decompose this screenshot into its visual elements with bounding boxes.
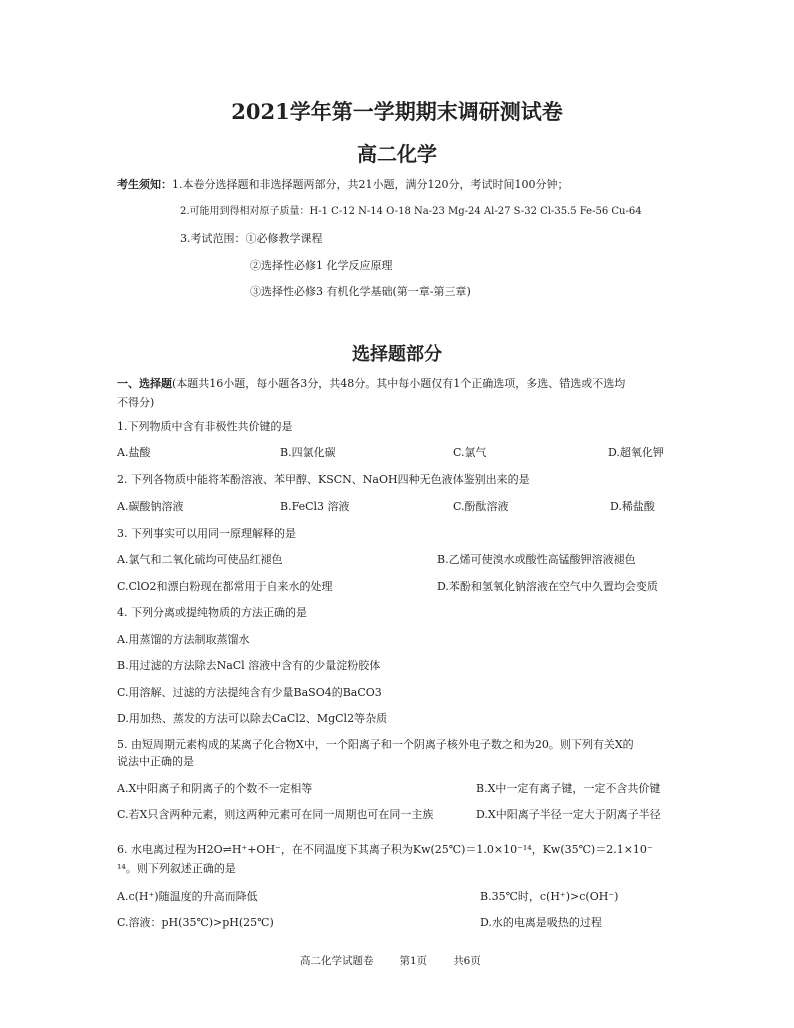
- q6-option-a: A.c(H⁺)随温度的升高而降低: [117, 890, 258, 903]
- part-desc: (本题共16小题，每小题各3分，共48分。其中每小题仅有1个正确选项，多选、错选或不选均: [172, 377, 626, 390]
- q2-option-b: B.FeCl3 溶液: [280, 500, 350, 513]
- q5-option-d: D.X中阳离子半径一定大于阴离子半径: [476, 808, 661, 821]
- q2-stem: 2. 下列各物质中能将苯酚溶液、苯甲醇、KSCN、NaOH四种无色液体鉴别出来的是: [117, 473, 530, 486]
- section-title: 选择题部分: [352, 344, 442, 365]
- q5-option-c: C.若X只含两种元素，则这两种元素可在同一周期也可在同一主族: [117, 808, 434, 821]
- part-label: 一、选择题: [117, 377, 172, 390]
- notice-item-2: 2.可能用到得相对原子质量：H-1 C-12 N-14 O-18 Na-23 Mg-24 Al-27 S-32 Cl-35.5 Fe-56 Cu-64: [180, 206, 642, 217]
- q5-option-a: A.X中阳离子和阴离子的个数不一定相等: [117, 782, 313, 795]
- notice-label: 考生须知：: [117, 178, 172, 191]
- q1-option-d: D.超氧化钾: [608, 446, 664, 459]
- q5-option-b: B.X中一定有离子键，一定不含共价键: [476, 782, 661, 795]
- exam-title: 2021学年第一学期期末调研测试卷: [231, 99, 563, 124]
- q2-option-c: C.酚酞溶液: [453, 500, 509, 513]
- notice-item-3: 3.考试范围：①必修教学课程: [180, 232, 323, 245]
- q3-stem: 3. 下列事实可以用同一原理解释的是: [117, 527, 296, 540]
- q5-stem: 5. 由短周期元素构成的某离子化合物X中，一个阳离子和一个阴离子核外电子数之和为20。则下列有关X的: [117, 738, 634, 751]
- notice-item-1: 1.本卷分选择题和非选择题两部分，共21小题，满分120分，考试时间100分钟；: [172, 178, 569, 191]
- footer-exam-name: 高二化学试题卷: [300, 955, 374, 967]
- q1-option-a: A.盐酸: [117, 446, 151, 459]
- q4-option-b: B.用过滤的方法除去NaCl 溶液中含有的少量淀粉胶体: [117, 659, 381, 672]
- q2-option-a: A.碳酸钠溶液: [117, 500, 184, 513]
- notice-item-4: ②选择性必修1 化学反应原理: [250, 259, 393, 272]
- notice-line-1: [117, 178, 568, 192]
- part-heading: [117, 377, 625, 391]
- page-footer: [300, 953, 481, 968]
- q1-option-c: C.氯气: [453, 446, 487, 459]
- q3-option-c: C.ClO2和漂白粉现在都常用于自来水的处理: [117, 580, 333, 593]
- footer-total-pages: 共6页: [453, 955, 481, 967]
- q4-stem: 4. 下列分离或提纯物质的方法正确的是: [117, 606, 307, 619]
- q3-option-d: D.苯酚和氢氧化钠溶液在空气中久置均会变质: [437, 580, 658, 593]
- notice-item-5: ③选择性必修3 有机化学基础(第一章-第三章): [250, 285, 471, 298]
- q4-option-d: D.用加热、蒸发的方法可以除去CaCl2、MgCl2等杂质: [117, 712, 388, 725]
- q4-option-a: A.用蒸馏的方法制取蒸馏水: [117, 633, 250, 646]
- footer-page-number: 第1页: [399, 955, 428, 967]
- q1-option-b: B.四氯化碳: [280, 446, 336, 459]
- q6-option-c: C.溶液：pH(35℃)>pH(25℃): [117, 916, 274, 929]
- q6-option-d: D.水的电离是吸热的过程: [480, 916, 602, 929]
- q6-stem: 6. 水电离过程为H2O⇌H⁺+OH⁻，在不同温度下其离子积为Kw(25℃)＝1.0×10⁻¹⁴，Kw(35℃)＝2.1×10⁻: [117, 843, 653, 856]
- part-desc-2: 不得分): [117, 396, 155, 409]
- q3-option-b: B.乙烯可使溴水或酸性高锰酸钾溶液褪色: [437, 553, 636, 566]
- q6-option-b: B.35℃时，c(H⁺)>c(OH⁻): [480, 890, 619, 903]
- q1-stem: 1.下列物质中含有非极性共价键的是: [117, 420, 293, 433]
- q3-option-a: A.氯气和二氧化硫均可使品红褪色: [117, 553, 283, 566]
- exam-subject: 高二化学: [357, 142, 437, 166]
- q4-option-c: C.用溶解、过滤的方法提纯含有少量BaSO4的BaCO3: [117, 686, 382, 699]
- q5-stem-2: 说法中正确的是: [117, 755, 194, 768]
- q2-option-d: D.稀盐酸: [610, 500, 655, 513]
- q6-stem-2: ¹⁴。则下列叙述正确的是: [117, 862, 236, 875]
